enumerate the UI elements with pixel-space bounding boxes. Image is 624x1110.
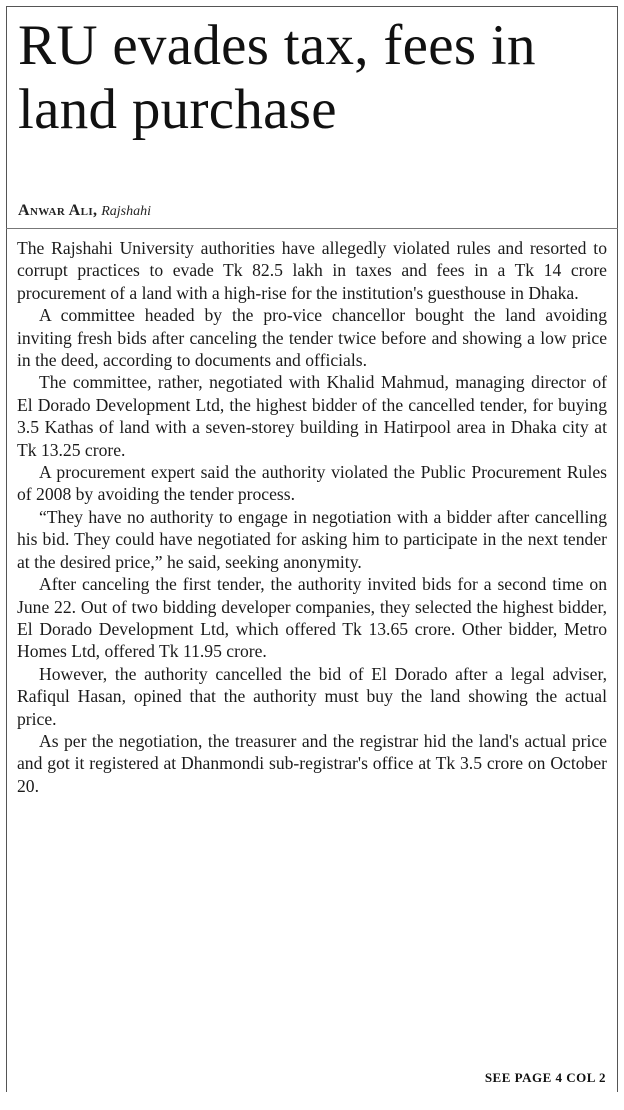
paragraph: After canceling the first tender, the authority invited bids for a second time on June 22. Out of two bidding developer companies, they selected the highest bidder, El Dorado Development Ltd, which offered Tk 13.65 crore. Other bidder, Metro Homes Ltd, offered Tk 11.95 crore.: [17, 574, 607, 662]
byline: [18, 202, 151, 221]
article-body: [17, 237, 607, 797]
paragraph: A committee headed by the pro-vice chancellor bought the land avoiding inviting fresh bids after canceling the tender twice before and showing a low price in the deed, according to documents and officials.: [17, 305, 607, 371]
continuation-note: SEE PAGE 4 COL 2: [484, 1070, 606, 1085]
paragraph: “They have no authority to engage in negotiation with a bidder after cancelling his bid. They could have negotiated for asking him to participate in the next tender at the desired price,” he said, seeking anonymity.: [17, 506, 607, 572]
byline-author: Anwar Ali,: [18, 202, 98, 219]
paragraph: A procurement expert said the authority violated the Public Procurement Rules of 2008 by avoiding the tender process.: [17, 462, 607, 505]
byline-divider: [6, 228, 618, 229]
paragraph: The Rajshahi University authorities have allegedly violated rules and resorted to corrupt practices to evade Tk 82.5 lakh in taxes and fees in a Tk 14 crore procurement of a land with a high-rise for the institution's guesthouse in Dhaka.: [17, 238, 607, 303]
headline: RU evades tax, fees in land purchase: [18, 14, 536, 141]
paragraph: The committee, rather, negotiated with Khalid Mahmud, managing director of El Dorado Development Ltd, the highest bidder of the cancelled tender, for buying 3.5 Kathas of land with a seven-storey building in Hatirpool area in Dhaka city at Tk 13.25 crore.: [17, 372, 607, 460]
paragraph: As per the negotiation, the treasurer and the registrar hid the land's actual price and got it registered at Dhanmondi sub-registrar's office at Tk 3.5 crore on October 20.: [17, 730, 607, 796]
paragraph: However, the authority cancelled the bid of El Dorado after a legal adviser, Rafiqul Hasan, opined that the authority must buy the land showing the actual price.: [17, 663, 607, 729]
byline-location: Rajshahi: [101, 204, 151, 219]
